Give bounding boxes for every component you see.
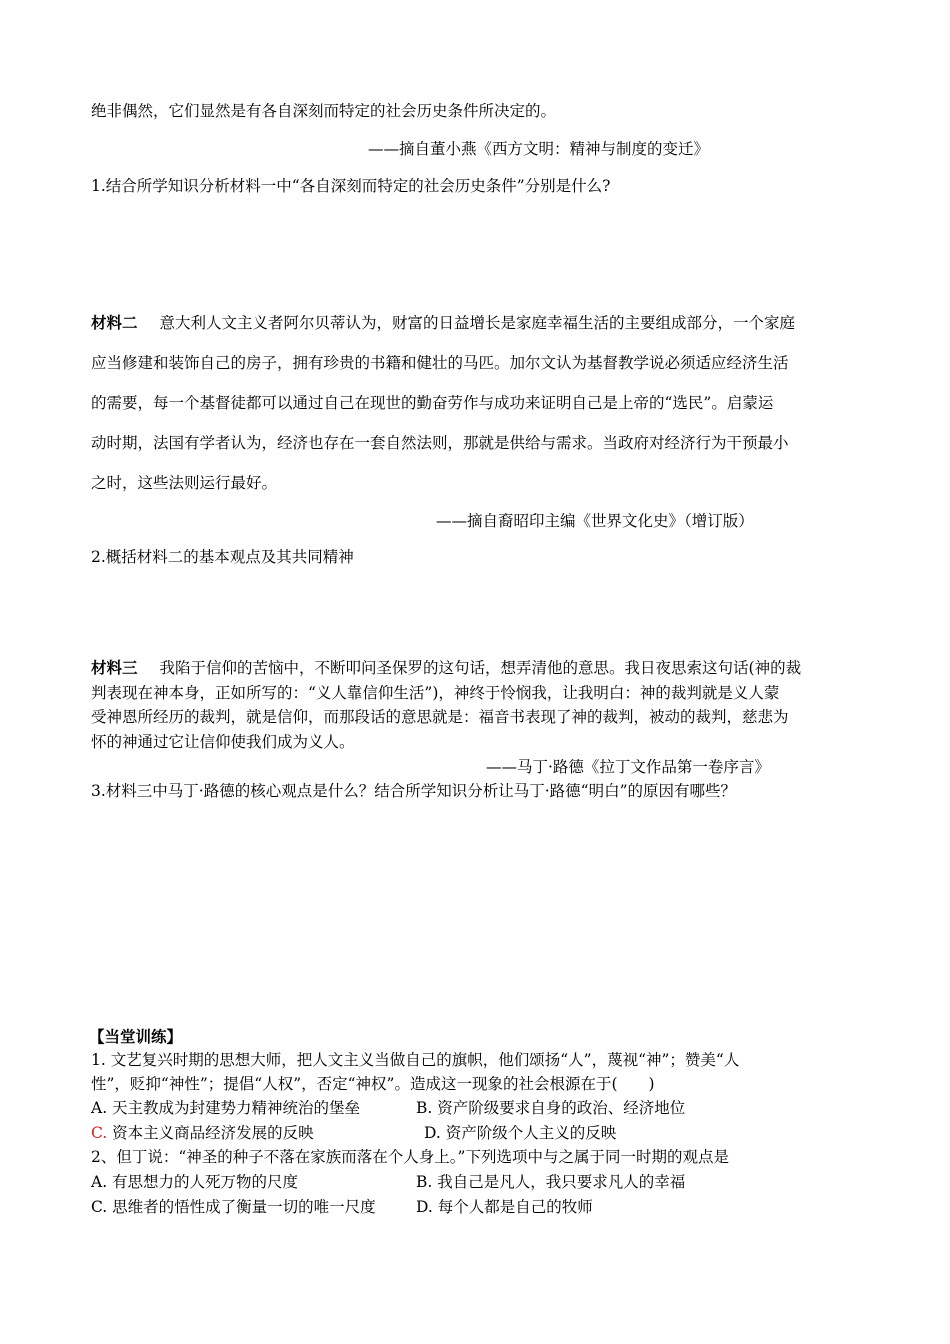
training-q2-option-a: A. 有思想力的人死万物的尺度 <box>91 1173 299 1191</box>
training-q1-line-1: 1. 文艺复兴时期的思想大师，把人文主义当做自己的旗帜，他们颂扬“人”，蔑视“神”；赞美“人 <box>91 1051 740 1069</box>
material3-source: ——马丁·路德《拉丁文作品第一卷序言》 <box>486 758 770 776</box>
training-q2-option-c: C. 思维者的悟性成了衡量一切的唯一尺度 <box>91 1198 376 1216</box>
training-q1-option-a: A. 天主教成为封建势力精神统治的堡垒 <box>91 1099 361 1117</box>
material3-line-3: 受神恩所经历的裁判，就是信仰，而那段话的意思就是：福音书表现了神的裁判，被动的裁判，慈悲为 <box>91 708 789 726</box>
training-q1-option-c-text: 资本主义商品经济发展的反映 <box>107 1124 314 1142</box>
training-q1-option-b: B. 资产阶级要求自身的政治、经济地位 <box>416 1099 686 1117</box>
material2-source: ——摘自裔昭印主编《世界文化史》（增订版） <box>436 512 754 530</box>
material1-tail-text: 绝非偶然，它们显然是有各自深刻而特定的社会历史条件所决定的。 <box>91 102 557 120</box>
question-3: 3.材料三中马丁·路德的核心观点是什么？结合所学知识分析让马丁·路德“明白”的原因有哪些？ <box>91 782 736 800</box>
material3-line-2: 判表现在神本身，正如所写的：“义人靠信仰生活”)，神终于怜悯我，让我明白：神的裁判就是义人蒙 <box>91 684 780 702</box>
training-q1-option-d: D. 资产阶级个人主义的反映 <box>424 1124 617 1142</box>
question-1: 1.结合所学知识分析材料一中“各自深刻而特定的社会历史条件”分别是什么? <box>91 177 611 195</box>
question-2: 2.概括材料二的基本观点及其共同精神 <box>91 548 354 566</box>
training-q1-option-c-letter: C. <box>91 1124 108 1142</box>
material3-text-1: 我陷于信仰的苦恼中，不断叩问圣保罗的这句话，想弄清他的意思。我日夜思索这句话(神的裁 <box>159 659 802 677</box>
material3-label: 材料三 <box>91 659 138 677</box>
material3-line-1 <box>91 658 801 678</box>
material3-line-4: 怀的神通过它让信仰使我们成为义人。 <box>91 733 355 751</box>
material2-line-3: 的需要，每一个基督徒都可以通过自己在现世的勤奋劳作与成功来证明自己是上帝的“选民”。启蒙运 <box>91 394 774 412</box>
material2-text-1: 意大利人文主义者阿尔贝蒂认为，财富的日益增长是家庭幸福生活的主要组成部分，一个家庭 <box>159 314 796 332</box>
material2-line-5: 之时，这些法则运行最好。 <box>91 474 278 492</box>
material2-line-1 <box>91 313 795 333</box>
training-q2-option-d: D. 每个人都是自己的牧师 <box>416 1198 593 1216</box>
material2-line-4: 动时期，法国有学者认为，经济也存在一套自然法则，那就是供给与需求。当政府对经济行为干预最小 <box>91 434 789 452</box>
training-heading: 【当堂训练】 <box>89 1028 183 1046</box>
training-q2-line: 2、但丁说：“神圣的种子不落在家族而落在个人身上。”下列选项中与之属于同一时期的观点是 <box>91 1148 729 1166</box>
training-q2-option-b: B. 我自己是凡人，我只要求凡人的幸福 <box>416 1173 686 1191</box>
material2-line-2: 应当修建和装饰自己的房子，拥有珍贵的书籍和健壮的马匹。加尔文认为基督教学说必须适应经济生活 <box>91 354 789 372</box>
training-q1-line-2: 性”，贬抑“神性”；提倡“人权”，否定“神权”。造成这一现象的社会根源在于( ) <box>91 1075 655 1093</box>
material2-label: 材料二 <box>91 314 138 332</box>
training-q1-option-c <box>91 1123 314 1143</box>
material1-source: ——摘自董小燕《西方文明：精神与制度的变迁》 <box>368 140 710 158</box>
